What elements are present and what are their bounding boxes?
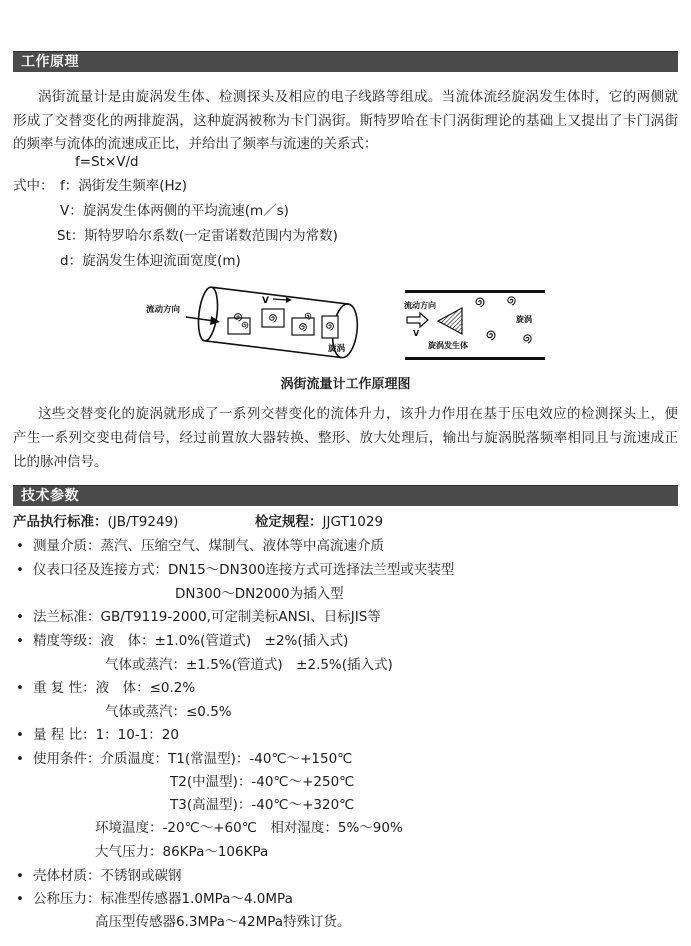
spec-medium: 测量介质：蒸汽、压缩空气、煤制气、液体等中高流速介质: [33, 538, 384, 554]
left-vortex-label: 旋涡: [328, 344, 346, 354]
vortex-block-4: [322, 316, 338, 338]
bullet: •: [16, 633, 24, 649]
formula: f=St×V/d: [75, 154, 139, 170]
paragraph1-line2: 形成了交替变化的两排旋涡，这种旋涡被称为卡门涡街。斯特罗哈在卡门涡街理论的基础上又提出了卡门涡街: [13, 113, 678, 129]
spec-conditions: 使用条件：介质温度：T1(常温型)：-40℃～+150℃: [33, 751, 353, 767]
right-pipe-bottom-wall: [405, 357, 545, 360]
variable-st: St：斯特罗哈尔系数(一定雷诺数范围内为常数): [57, 228, 338, 244]
spec-repeatability: 重 复 性：液 体：≤0.2%: [33, 680, 196, 696]
paragraph2-line1: 这些交替变化的旋涡就形成了一系列交替变化的流体升力，该升力作用在基于压电效应的检测探头上，便: [38, 406, 678, 422]
bullet: •: [16, 868, 24, 884]
right-vortex-label: 旋涡: [516, 315, 532, 324]
verification-label: 检定规程：: [255, 514, 323, 530]
vortex-block-3: [292, 318, 314, 335]
spec-repeatability-cont: 气体或蒸汽：≤0.5%: [105, 704, 232, 720]
right-flow-arrow-icon: [407, 313, 428, 327]
standard-value: (JB/T9249): [107, 514, 179, 530]
vortex-block-2: [262, 309, 284, 327]
spec-accuracy: 精度等级：液 体：±1.0%(管道式) ±2%(插入式): [33, 633, 349, 649]
spec-range: 量 程 比：1：10-1：20: [33, 727, 179, 743]
spec-conditions-air: 大气压力：86KPa～106KPa: [95, 844, 269, 860]
spec-conditions-t2: T2(中温型)：-40℃～+250℃: [170, 774, 355, 790]
section-title-specs: 技术参数: [21, 488, 79, 504]
bullet: •: [16, 680, 24, 696]
paragraph2-line3: 比的脉冲信号。: [13, 454, 108, 470]
bullet: •: [16, 727, 24, 743]
section-header-specs: [13, 485, 678, 506]
section-header-principle: [13, 51, 678, 72]
swirl-icon: [508, 297, 515, 305]
pipe-bottom-edge: [205, 341, 342, 358]
spec-conditions-env: 环境温度：-20℃～+60℃ 相对湿度：5%～90%: [95, 820, 403, 836]
standard-line: [13, 512, 178, 532]
spec-accuracy-cont: 气体或蒸汽：±1.5%(管道式) ±2.5%(插入式): [105, 657, 393, 673]
left-v-label: V: [262, 296, 269, 306]
variable-f: f：涡街发生频率(Hz): [60, 178, 188, 194]
pipe-inlet-ellipse: [196, 286, 220, 342]
spec-pressure: 公称压力：标准型传感器1.0MPa～4.0MPa: [33, 891, 293, 907]
bullet: •: [16, 562, 24, 578]
pipe-top-edge: [211, 287, 348, 304]
bullet: •: [16, 751, 24, 767]
verification-value: JJGT1029: [322, 514, 384, 530]
paragraph1-line3: 的频率与流体的流速成正比，并给出了频率与流速的关系式：: [13, 136, 378, 152]
right-generator-label: 旋涡发生体: [428, 341, 468, 350]
swirl-icon: [476, 298, 484, 307]
bullet: •: [16, 891, 24, 907]
right-flow-label: 流动方向: [404, 301, 436, 310]
standard-label: 产品执行标准：: [13, 514, 108, 530]
variable-d: d：旋涡发生体迎流面宽度(m): [60, 253, 241, 269]
principle-diagram: [0, 278, 691, 373]
left-vortex-blocks: [228, 309, 338, 338]
spec-diameter-cont: DN300～DN2000为插入型: [175, 586, 344, 602]
left-flow-label: 流动方向: [146, 305, 181, 315]
paragraph1-line1: 涡街流量计是由旋涡发生体、检测探头及相应的电子线路等组成。当流体流经旋涡发生体时，它的两侧就: [38, 89, 678, 105]
spec-pressure-cont: 高压型传感器6.3MPa～42MPa特殊订货。: [95, 914, 351, 930]
right-v-label: V: [413, 329, 420, 338]
bullet: •: [16, 538, 24, 554]
right-pipe-top-wall: [405, 290, 545, 293]
swirl-icon: [487, 331, 495, 340]
paragraph2-line2: 产生一系列交变电荷信号，经过前置放大器转换、整形、放大处理后，输出与旋涡脱落频率相同且与流速成正: [13, 430, 678, 446]
swirl-icon: [524, 335, 531, 343]
diagram-caption: 涡街流量计工作原理图: [280, 377, 411, 392]
velocity-arrow-icon: [273, 297, 292, 303]
where-label: 式中：: [13, 178, 54, 194]
variable-v: V：旋涡发生体两侧的平均流速(m／s): [60, 203, 289, 219]
vortex-generator-shape: [438, 308, 462, 334]
section-title-principle: 工作原理: [21, 54, 79, 70]
spec-diameter: 仪表口径及连接方式：DN15～DN300连接方式可选择法兰型或夹装型: [33, 562, 455, 578]
verification-line: [255, 512, 383, 532]
bullet: •: [16, 609, 24, 625]
spec-flange: 法兰标准：GB/T9119-2000,可定制美标ANSI、日标JIS等: [33, 609, 381, 625]
spec-conditions-t3: T3(高温型)：-40℃～+320℃: [170, 797, 355, 813]
spec-shell: 壳体材质：不锈钢或碳钢: [33, 868, 182, 884]
